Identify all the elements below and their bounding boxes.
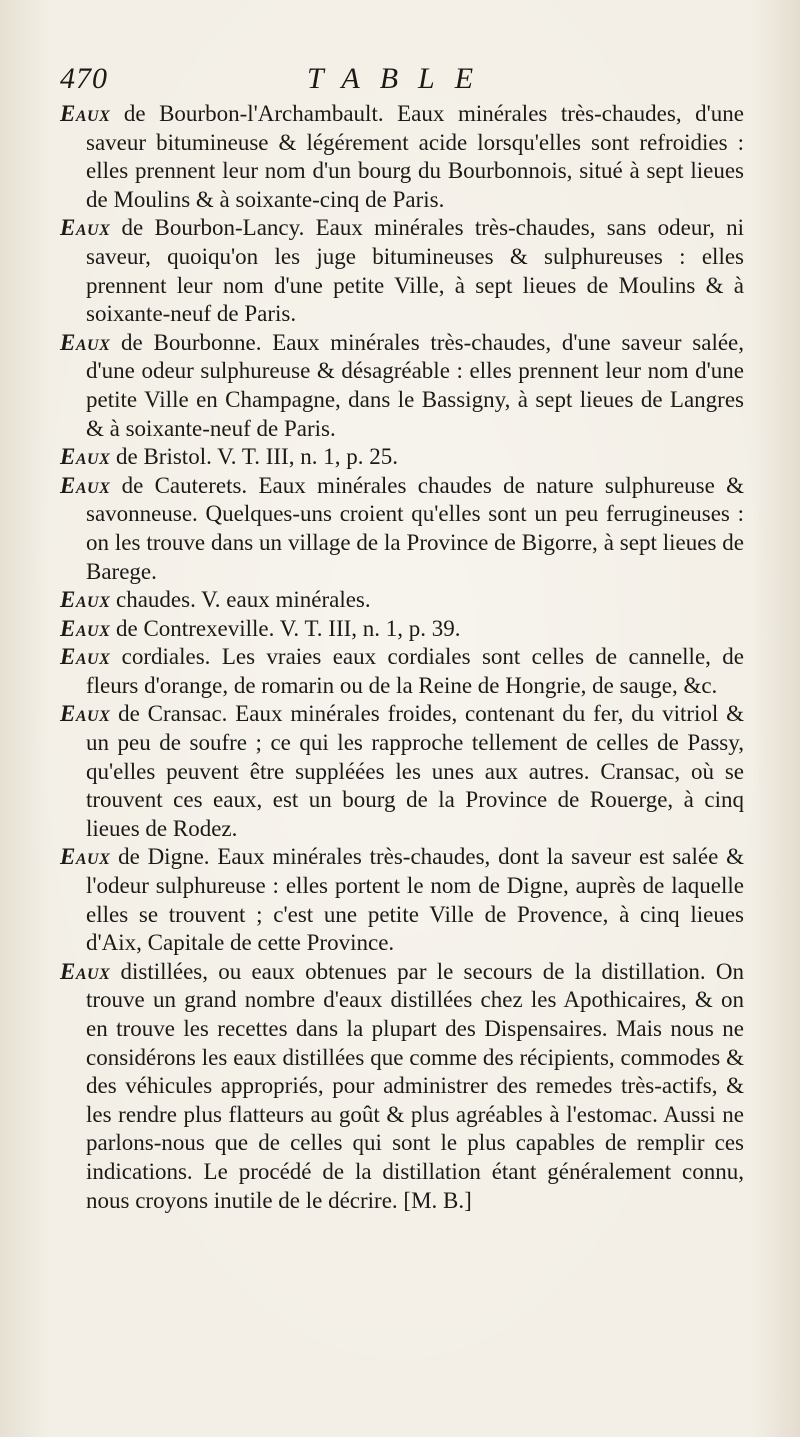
entry-text: de Bourbon-Lancy. Eaux minérales très-chaudes, sans odeur, ni saveur, quoiqu'on les juge bitumineuses & sulphureuses : elles prennent leur nom d'une petite Ville, à sept lieues de Moulins & à soixante-neuf de Paris. <box>86 215 744 327</box>
entry-eaux-cordiales <box>60 643 744 700</box>
entry-headword: Eaux <box>60 472 111 498</box>
entry-headword: Eaux <box>60 444 111 470</box>
entry-text: chaudes. V. eaux minérales. <box>116 587 371 613</box>
entry-eaux-bourbon-archambault <box>60 100 744 214</box>
entry-text: distillées, ou eaux obtenues par le secours de la distillation. On trouve un grand nombre d'eaux distillées chez les Apothicaires, & on en trouve les recettes dans la plupart des Dispensaires. Mais nous ne considérons les eaux distillées que comme des récipients, commodes & des véhicules appropriés, pour administrer des remedes très-actifs, & les rendre plus flatteurs au goût & plus agréables à l'estomac. Aussi ne parlons-nous que de celles qui sont le plus capables de remplir ces indications. Le procédé de la distillation étant généralement connu, nous croyons inutile de le décrire. [M. B.] <box>86 958 744 1213</box>
entry-eaux-cauterets <box>60 472 744 586</box>
entry-eaux-contrexeville <box>60 615 744 644</box>
entry-headword: Eaux <box>60 329 111 355</box>
entry-eaux-bristol <box>60 443 744 472</box>
entry-text: de Cauterets. Eaux minérales chaudes de nature sulphureuse & savonneuse. Quelques-uns croient qu'elles sont un peu ferrugineuses : on les trouve dans un village de la Province de Bigorre, à sept lieues de Barege. <box>86 472 744 584</box>
entry-text: de Bristol. V. T. III, n. 1, p. 25. <box>116 444 398 470</box>
page-number: 470 <box>60 62 108 95</box>
entry-headword: Eaux <box>60 844 111 870</box>
entry-text: de Digne. Eaux minérales très-chaudes, dont la saveur est salée & l'odeur sulphureuse : elles portent le nom de Digne, auprès de laquelle elles se trouvent ; c'est une petite Ville de Provence, à cinq lieues d'Aix, Capitale de cette Province. <box>86 844 745 956</box>
entry-eaux-digne <box>60 843 744 957</box>
entry-headword: Eaux <box>60 958 111 984</box>
entry-text: de Bourbon-l'Archambault. Eaux minérales très-chaudes, d'une saveur bitumineuse & légérement acide lorsqu'elles sont refroidies : elles prennent leur nom d'un bourg du Bourbonnois, situé à sept lieues de Moulins & à soixante-cinq de Paris. <box>86 101 744 212</box>
entry-eaux-bourbonne <box>60 329 744 443</box>
entry-text: cordiales. Les vraies eaux cordiales sont celles de cannelle, de fleurs d'orange, de romarin ou de la Reine de Hongrie, de sauge, &c. <box>86 644 745 698</box>
entry-headword: Eaux <box>60 615 111 641</box>
entry-eaux-cransac <box>60 700 744 843</box>
entry-headword: Eaux <box>60 701 111 727</box>
entry-headword: Eaux <box>60 587 111 613</box>
entry-headword: Eaux <box>60 215 111 241</box>
entry-text: de Cransac. Eaux minérales froides, contenant du fer, du vitriol & un peu de soufre ; ce qui les rapproche tellement de celles de Passy, qu'elles peuvent être suppléées les unes aux autres. Cransac, où se trouvent ces eaux, est un bourg de la Province de Rouerge, à cinq lieues de Rodez. <box>86 701 745 841</box>
entry-eaux-bourbon-lancy <box>60 214 744 328</box>
entry-text: de Contrexeville. V. T. III, n. 1, p. 39. <box>116 615 461 641</box>
table-entries <box>60 100 744 1215</box>
entry-headword: Eaux <box>60 644 111 670</box>
entry-text: de Bourbonne. Eaux minérales très-chaudes, d'une saveur salée, d'une odeur sulphureuse & désagréable : elles prennent leur nom d'une petite Ville en Champagne, dans le Bassigny, à sept lieues de Langres & à soixante-neuf de Paris. <box>86 329 744 441</box>
entry-eaux-chaudes <box>60 586 744 615</box>
entry-headword: Eaux <box>60 101 111 126</box>
page-header <box>60 62 740 102</box>
running-title: TABLE <box>306 62 494 95</box>
entry-eaux-distillees <box>60 958 744 1215</box>
